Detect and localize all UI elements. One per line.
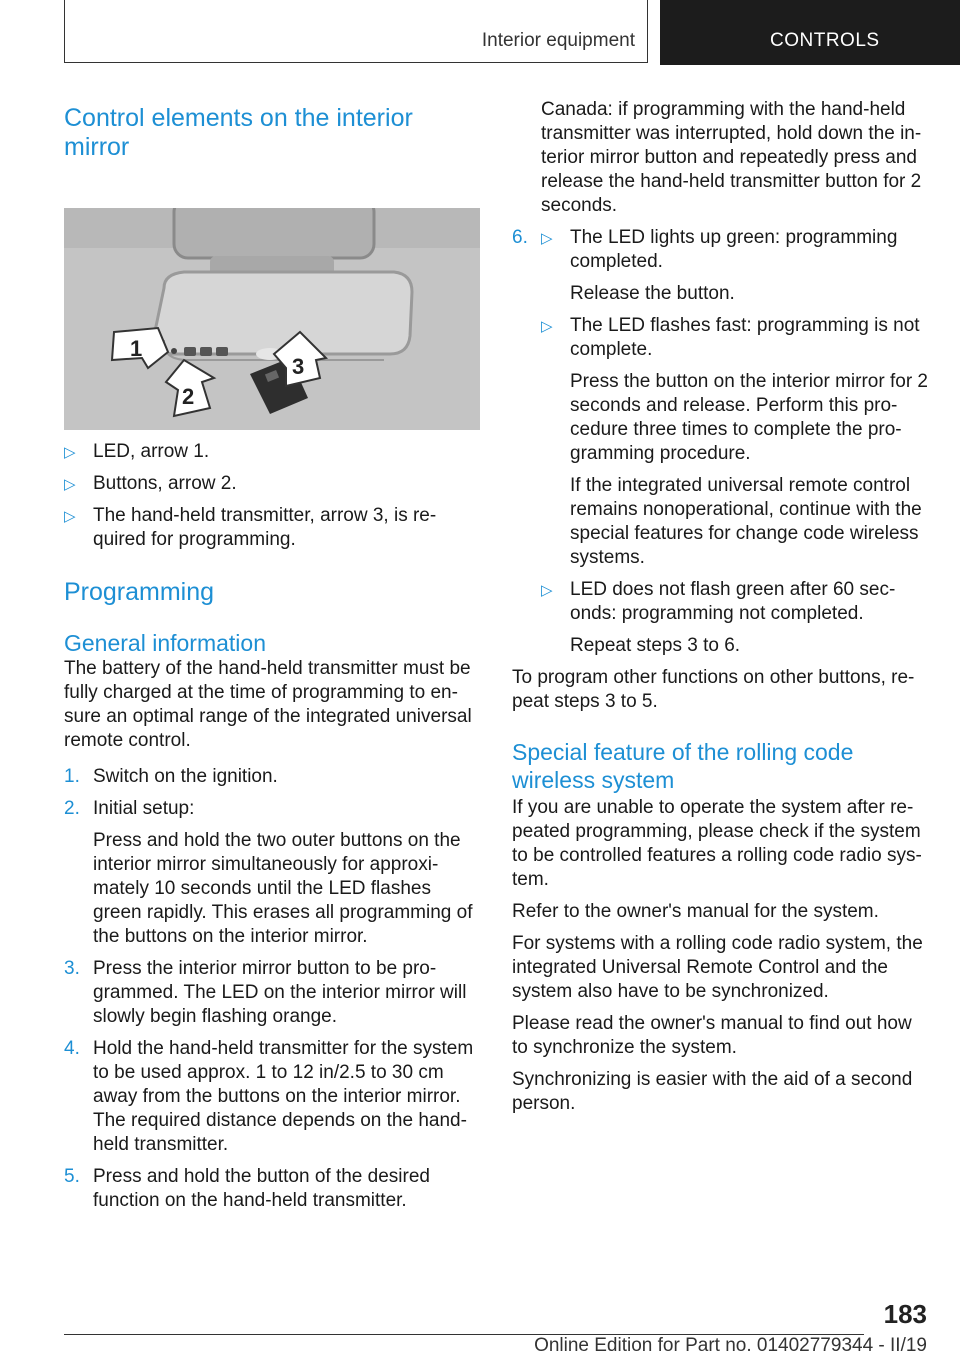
triangle-bullet-icon: ▷ <box>64 444 76 461</box>
list-item: 5. Press and hold the button of the desired function on the hand-held transmitter. <box>64 1166 430 1211</box>
mirror-figure <box>64 208 480 430</box>
heading-general-information: General information <box>64 630 266 656</box>
edition-note: Online Edition for Part no. 01402779344 - II/19 <box>534 1335 927 1356</box>
list-item: 3. Press the interior mirror button to be pro-grammed. The LED on the interior mirror will slowly begin flashing orange. <box>64 958 467 1027</box>
heading-control-elements: Control elements on the interior mirror <box>64 104 413 161</box>
paragraph: Please read the owner's manual to find out how to synchronize the system. <box>512 1013 912 1058</box>
list-item: ▷ LED does not flash green after 60 sec-onds: programming not completed. Repeat steps 3 to 6. <box>541 579 896 656</box>
triangle-bullet-icon: ▷ <box>64 508 76 525</box>
canada-note: Canada: if programming with the hand-held transmitter was interrupted, hold down the in-terior mirror button and repeatedly press and release the hand-held transmitter button for 2 seconds. <box>541 99 922 216</box>
step-6: 6. ▷ The LED lights up green: programming completed. Release the button. ▷ The LED flashes fast: programming is not complete. Press the button on the interior mirror for 2 seconds and release. Perform this pro-cedure three times to complete the pro-gramming procedure. If the integrated universal remote control remains nonoperational, continue with the special features for change code wireless systems. ▷ LED does not flash green after 60 sec-onds: programming not completed. Repeat steps 3 to 6. <box>512 227 928 656</box>
triangle-bullet-icon: ▷ <box>64 476 76 493</box>
list-item: 4. Hold the hand-held transmitter for the system to be used approx. 1 to 12 in/2.5 to 30 cm away from the buttons on the interior mirror. The required distance depends on the hand-held transmitter. <box>64 1038 474 1155</box>
figure-label-1: 1 <box>130 336 143 361</box>
section-tab <box>64 0 648 63</box>
list-item: ▷ Buttons, arrow 2. <box>64 472 484 496</box>
chapter-tab <box>660 0 960 65</box>
triangle-bullet-icon: ▷ <box>541 318 553 335</box>
heading-programming: Programming <box>64 578 215 606</box>
left-column <box>64 104 484 1221</box>
list-item: ▷ The hand-held transmitter, arrow 3, is re-quired for programming. <box>64 505 437 550</box>
list-item: ▷ The LED lights up green: programming completed. Release the button. <box>541 227 898 304</box>
paragraph: If you are unable to operate the system after re-peated programming, please check if the system to be controlled features a rolling code radio sys-tem. <box>512 797 922 890</box>
triangle-bullet-icon: ▷ <box>541 230 553 247</box>
step-list <box>64 765 484 1213</box>
right-column <box>512 98 930 1116</box>
paragraph: Refer to the owner's manual for the system. <box>512 901 879 922</box>
section-label: Interior equipment <box>481 30 635 51</box>
page-number: 183 <box>883 1299 927 1329</box>
mirror-illustration <box>64 208 480 430</box>
other-functions-text: To program other functions on other buttons, re-peat steps 3 to 5. <box>512 667 915 712</box>
list-item: ▷ LED, arrow 1. <box>64 440 484 464</box>
mirror-element-list <box>64 440 484 552</box>
list-item: 2. Initial setup: Press and hold the two outer buttons on the interior mirror simultaneously for approxi-mately 10 seconds until the LED flashes green rapidly. This erases all programming of the buttons on the interior mirror. <box>64 798 473 947</box>
triangle-bullet-icon: ▷ <box>541 582 553 599</box>
paragraph: Synchronizing is easier with the aid of a second person. <box>512 1069 913 1114</box>
paragraph: For systems with a rolling code radio system, the integrated Universal Remote Control and the system also have to be synchronized. <box>512 933 923 1002</box>
page-header <box>0 0 960 66</box>
list-item: 1. Switch on the ignition. <box>64 766 278 787</box>
heading-rolling-code: Special feature of the rolling code wireless system <box>512 739 854 793</box>
list-item: ▷ The LED flashes fast: programming is not complete. Press the button on the interior mirror for 2 seconds and release. Perform this pro-cedure three times to complete the pro-gramming procedure. If the integrated universal remote control remains nonoperational, continue with the special features for change code wireless systems. <box>541 315 928 568</box>
general-information-text: The battery of the hand-held transmitter must be fully charged at the time of programming to en-sure an optimal range of the integrated universal remote control. <box>64 658 472 751</box>
figure-label-3: 3 <box>292 354 305 379</box>
chapter-label: CONTROLS <box>770 30 880 51</box>
figure-label-2: 2 <box>182 384 195 409</box>
